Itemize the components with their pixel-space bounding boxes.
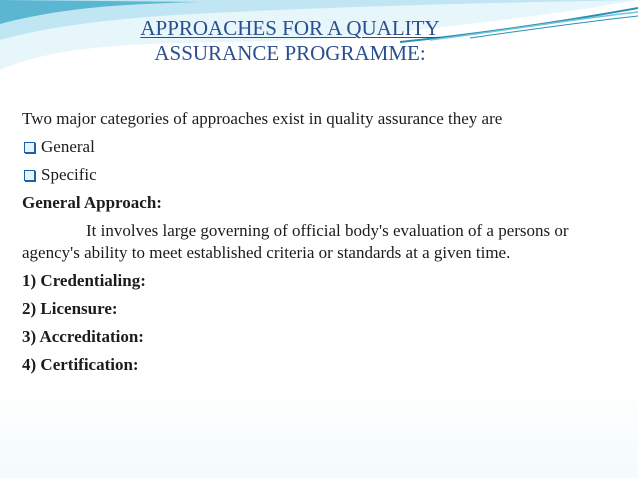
- section-paragraph: It involves large governing of official body's evaluation of a persons or agency's ability to meet established criteria or standards at a given time.: [22, 221, 569, 262]
- bullet-label: General: [41, 137, 95, 156]
- square-bullet-icon: [24, 170, 35, 181]
- slide-body: [22, 108, 612, 382]
- section-heading: General Approach:: [22, 193, 162, 212]
- title-line-2: ASSURANCE PROGRAMME:: [154, 41, 426, 65]
- bullet-item: [22, 136, 612, 158]
- title-line-1: APPROACHES FOR A QUALITY: [140, 16, 440, 40]
- bullet-item: [22, 164, 612, 186]
- bullet-label: Specific: [41, 165, 97, 184]
- list-item: 2) Licensure:: [22, 299, 118, 318]
- list-item: 1) Credentialing:: [22, 271, 146, 290]
- square-bullet-icon: [24, 142, 35, 153]
- intro-text: Two major categories of approaches exist in quality assurance they are: [22, 109, 503, 128]
- list-item: 3) Accreditation:: [22, 327, 144, 346]
- list-item: 4) Certification:: [22, 355, 139, 374]
- slide-title: [90, 16, 490, 66]
